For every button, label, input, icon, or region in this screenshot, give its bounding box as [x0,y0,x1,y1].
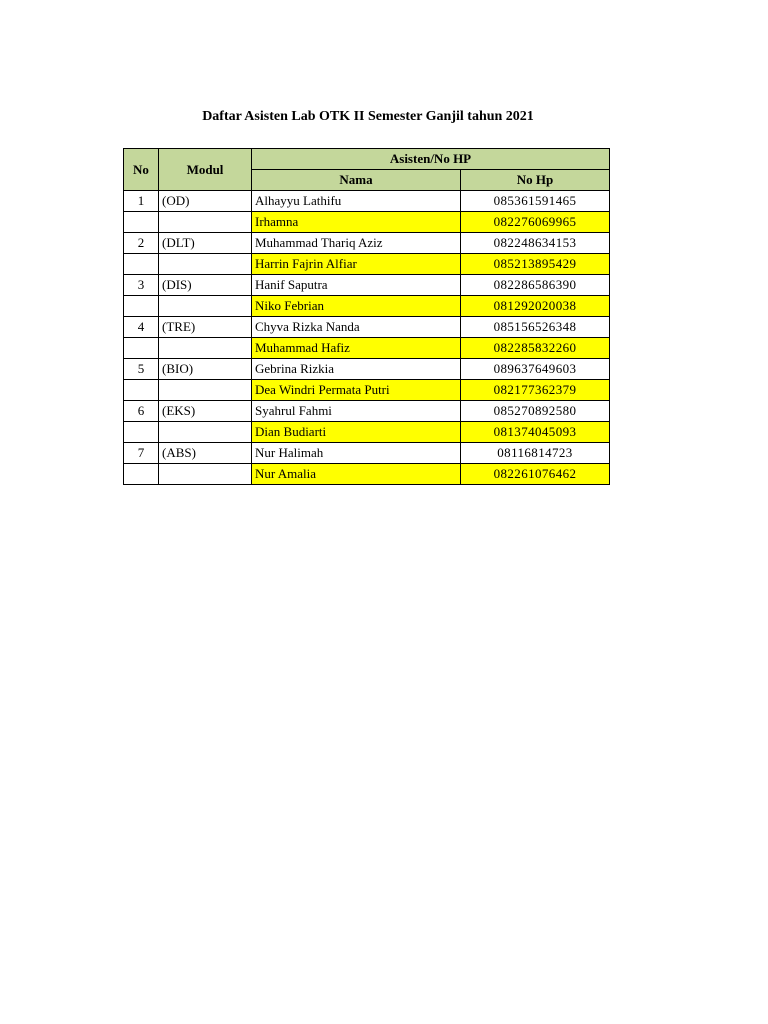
cell-nama: Dea Windri Permata Putri [252,380,461,401]
table-row [124,380,610,401]
cell-modul [159,212,252,233]
table-row [124,443,610,464]
cell-modul: (OD) [159,191,252,212]
cell-no-hp: 082276069965 [461,212,610,233]
table-row [124,359,610,380]
table-row [124,422,610,443]
cell-no [124,212,159,233]
table-body [124,191,610,485]
cell-nama: Hanif Saputra [252,275,461,296]
cell-no: 2 [124,233,159,254]
table-row [124,296,610,317]
header-asisten-group: Asisten/No HP [252,149,610,170]
cell-no: 3 [124,275,159,296]
table-header [124,149,610,191]
cell-modul [159,296,252,317]
header-nama: Nama [252,170,461,191]
cell-no-hp: 082261076462 [461,464,610,485]
header-no: No [124,149,159,191]
cell-no-hp: 082286586390 [461,275,610,296]
table-row [124,401,610,422]
cell-no: 7 [124,443,159,464]
cell-no [124,296,159,317]
cell-no [124,422,159,443]
table-row [124,191,610,212]
cell-nama: Muhammad Thariq Aziz [252,233,461,254]
cell-no-hp: 089637649603 [461,359,610,380]
table-row [124,233,610,254]
cell-nama: Dian Budiarti [252,422,461,443]
cell-no-hp: 085213895429 [461,254,610,275]
table-row [124,275,610,296]
cell-modul [159,422,252,443]
cell-modul [159,380,252,401]
table-row [124,212,610,233]
cell-nama: Syahrul Fahmi [252,401,461,422]
cell-modul [159,338,252,359]
table-row [124,338,610,359]
table-row [124,464,610,485]
assistant-table [123,148,610,485]
cell-no-hp: 081292020038 [461,296,610,317]
cell-no-hp: 081374045093 [461,422,610,443]
cell-modul [159,254,252,275]
cell-nama: Nur Amalia [252,464,461,485]
table-row [124,254,610,275]
cell-no [124,254,159,275]
cell-no: 1 [124,191,159,212]
cell-modul: (ABS) [159,443,252,464]
cell-no-hp: 082285832260 [461,338,610,359]
header-no-hp: No Hp [461,170,610,191]
cell-nama: Muhammad Hafiz [252,338,461,359]
cell-no: 6 [124,401,159,422]
cell-no-hp: 085270892580 [461,401,610,422]
cell-modul [159,464,252,485]
cell-no [124,380,159,401]
cell-no: 5 [124,359,159,380]
cell-modul: (EKS) [159,401,252,422]
page-title: Daftar Asisten Lab OTK II Semester Ganjil tahun 2021 [202,109,534,124]
table-row [124,317,610,338]
cell-no-hp: 085361591465 [461,191,610,212]
cell-nama: Gebrina Rizkia [252,359,461,380]
cell-nama: Niko Febrian [252,296,461,317]
cell-modul: (BIO) [159,359,252,380]
cell-no [124,338,159,359]
cell-nama: Irhamna [252,212,461,233]
cell-modul: (DLT) [159,233,252,254]
cell-no: 4 [124,317,159,338]
cell-nama: Chyva Rizka Nanda [252,317,461,338]
cell-no [124,464,159,485]
cell-nama: Alhayyu Lathifu [252,191,461,212]
cell-no-hp: 08116814723 [461,443,610,464]
cell-modul: (TRE) [159,317,252,338]
header-modul: Modul [159,149,252,191]
cell-no-hp: 082248634153 [461,233,610,254]
cell-nama: Nur Halimah [252,443,461,464]
cell-modul: (DIS) [159,275,252,296]
cell-no-hp: 085156526348 [461,317,610,338]
cell-nama: Harrin Fajrin Alfiar [252,254,461,275]
cell-no-hp: 082177362379 [461,380,610,401]
